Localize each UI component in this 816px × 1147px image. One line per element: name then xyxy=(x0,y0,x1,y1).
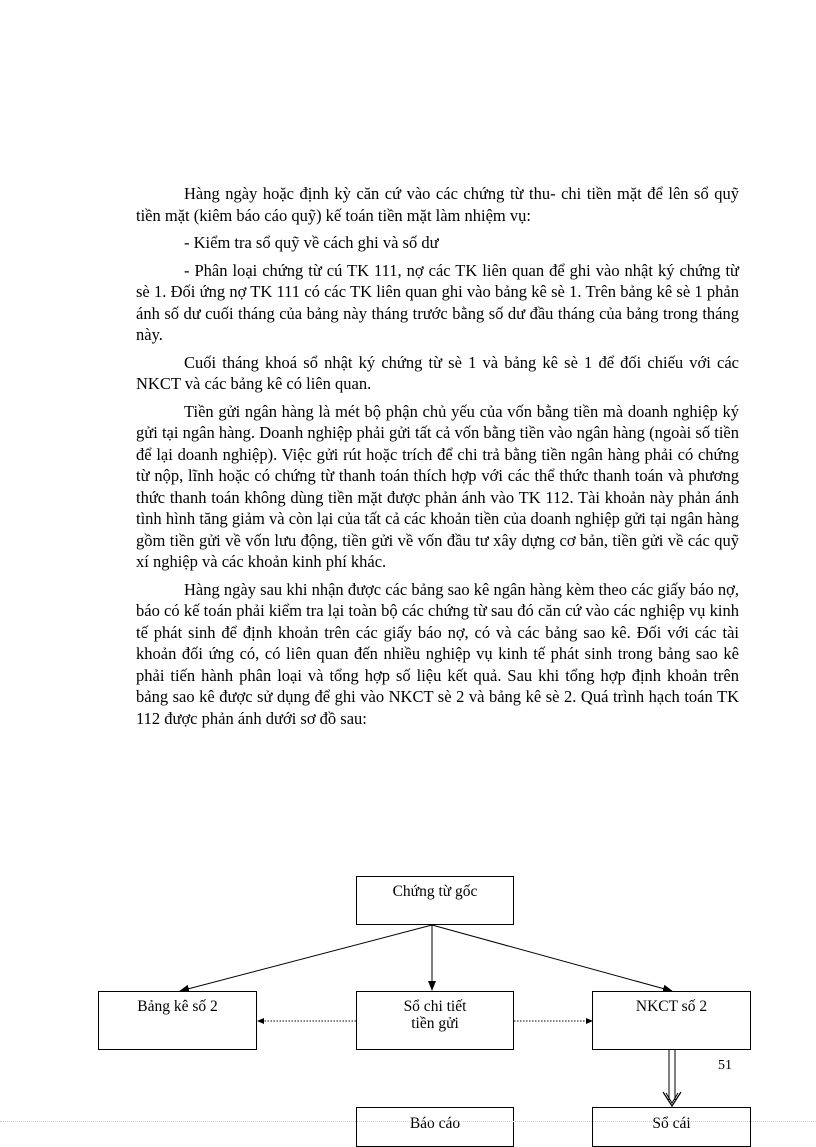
list-item-check-cash-book: - Kiểm tra sổ quỹ về cách ghi và số dư xyxy=(184,233,439,252)
page-number: 51 xyxy=(718,1058,732,1073)
box-deposit-detail-book xyxy=(356,991,514,1050)
box-deposit-detail-book-label: Sổ chi tiết tiền gửi xyxy=(403,998,467,1032)
box-nkct-2-label: NKCT số 2 xyxy=(635,998,708,1015)
box-nkct-2 xyxy=(592,991,751,1050)
arrow-source-to-nkct xyxy=(432,925,672,991)
paragraph-cash-daily: Hàng ngày hoặc định kỳ căn cứ vào các chứng từ thu- chi tiền mặt để lên sổ quỹ tiền mặt (kiêm báo cáo quỹ) kế toán tiền mặt làm nhiệm vụ: xyxy=(136,184,739,225)
box-ledger-partial-label: Sổ cái xyxy=(652,1115,691,1132)
double-arrow-nkct-to-ledger xyxy=(663,1049,681,1106)
paragraph-bank-deposits: Tiền gửi ngân hàng là mét bộ phận chủ yếu của vốn bằng tiền mà doanh nghiệp ký gửi tại ngân hàng. Doanh nghiệp phải gửi tất cả vốn bằng tiền vào ngân hàng (ngoài số tiền để lại doanh nghiệp). Việc gửi rút hoặc trích để chi trả bằng tiền ngân hàng phải có chứng từ nộp, lĩnh hoặc có chứng từ thanh toán thích hợp với các thể thức thanh toán và phương thức thanh toán không dùng tiền mặt được phản ánh vào TK 112. Tài khoản này phản ánh tình hình tăng giảm và còn lại của tất cả các khoản tiền của doanh nghiệp gửi tại ngân hàng gồm tiền gửi về vốn lưu động, tiền gửi về vốn đầu tư xây dựng cơ bản, tiền gửi về các quỹ xí nghiệp và các khoản kinh phí khác. xyxy=(136,401,739,571)
arrow-source-to-ledger-table xyxy=(180,925,432,991)
box-source-documents-label: Chứng từ gốc xyxy=(392,883,478,900)
paragraph-month-end-close: Cuối tháng khoá sổ nhật ký chứng từ sè 1 và bảng kê sè 1 để đối chiếu với các NKCT và các bảng kê có liên quan. xyxy=(136,352,739,393)
box-ledger-table-2 xyxy=(98,991,257,1050)
box-ledger-table-2-label: Bảng kê số 2 xyxy=(137,998,218,1015)
paragraph-bank-statements: Hàng ngày sau khi nhận được các bảng sao kê ngân hàng kèm theo các giấy báo nợ, báo có kế toán phải kiểm tra lại toàn bộ các chứng từ sau đó căn cứ vào các nghiệp vụ kinh tế phát sinh để định khoản trên các giấy báo nợ, có và các bảng sao kê. Đối với các tài khoản đối ứng có, có liên quan đến nhiều nghiệp vụ kinh tế phát sinh trong bảng sao kê phải tiến hành phân loại và tổng hợp số liệu kết quả. Sau khi tổng hợp định khoản trên bảng sao kê được sử dụng để ghi vào NKCT sè 2 và bảng kê sè 2. Quá trình hạch toán TK 112 được phản ánh dưới sơ đồ sau: xyxy=(136,579,739,728)
box-report-partial-label: Báo cáo xyxy=(409,1115,461,1132)
list-item-classify-documents: - Phân loại chứng từ cú TK 111, nợ các TK liên quan để ghi vào nhật ký chứng từ sè 1. Đối ứng nợ TK 111 có các TK liên quan ghi vào bảng kê sè 1. Trên bảng kê sè 1 phản ánh số dư cuối tháng của bảng này tháng trước bằng số dư đầu tháng của bảng trong tháng này. xyxy=(136,260,739,344)
page-bottom-rule xyxy=(0,1121,816,1122)
box-ledger-partial xyxy=(592,1107,751,1147)
box-report-partial xyxy=(356,1107,514,1147)
box-source-documents xyxy=(356,876,514,925)
